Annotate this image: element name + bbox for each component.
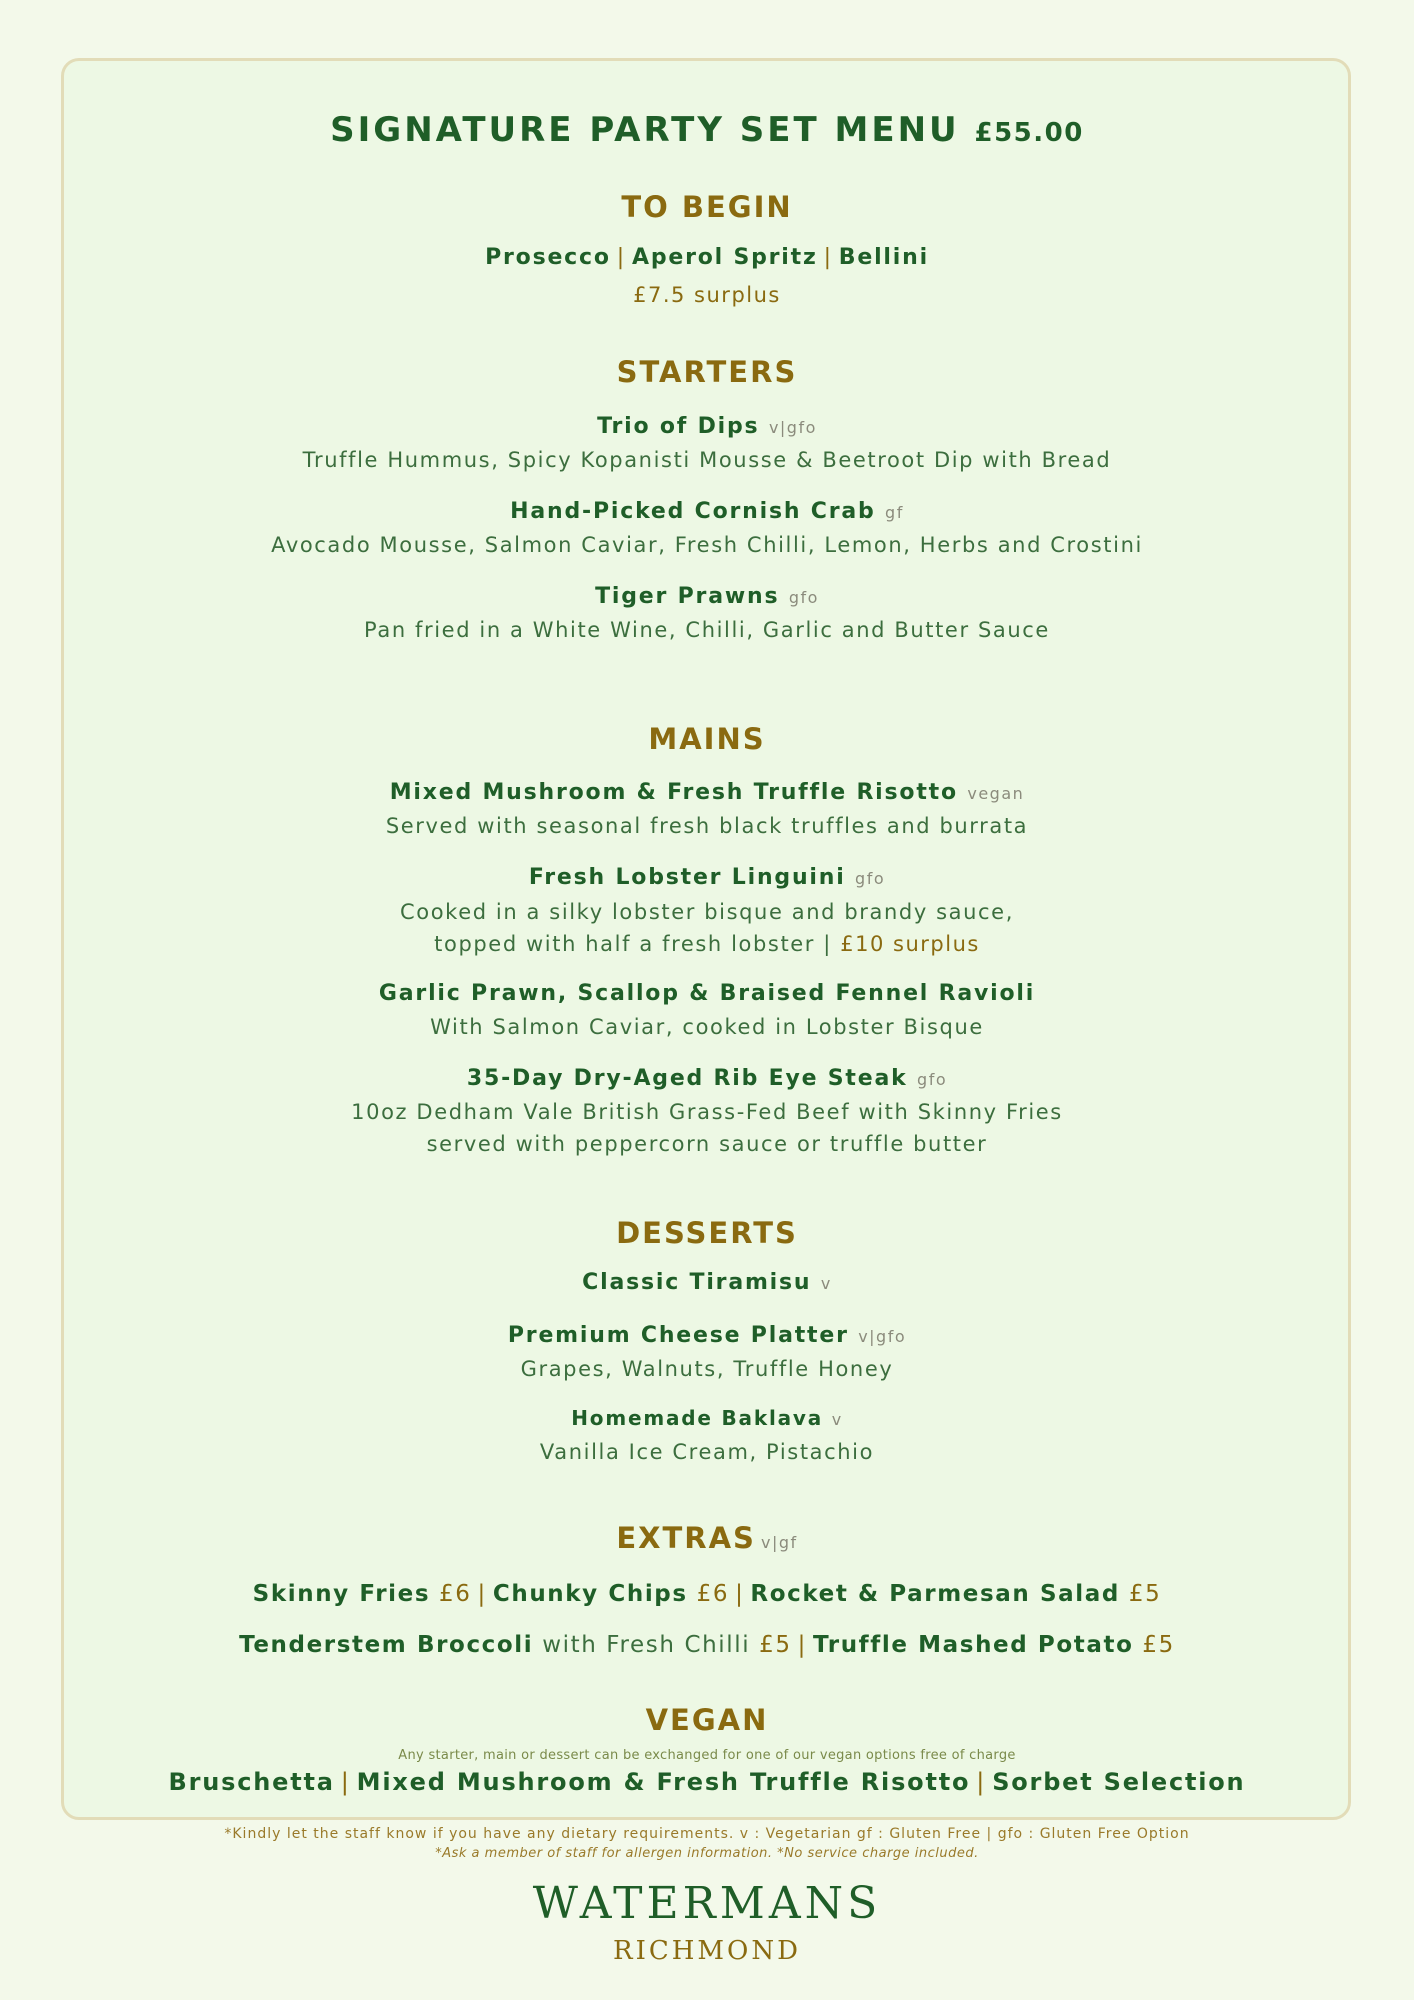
- brand-logo: WATERMANS: [532, 1878, 882, 1929]
- separator: |: [340, 1768, 351, 1796]
- vegan-note: Any starter, main or dessert can be exchanged for one of our vegan options free of charge: [398, 1748, 1016, 1763]
- menu-title: [0, 110, 1414, 150]
- drink-item: Prosecco: [485, 245, 611, 270]
- dietary-tag: v|gfo: [858, 1327, 907, 1346]
- drink-item: Bellini: [838, 245, 929, 270]
- separator: |: [616, 245, 626, 270]
- dietary-tag: gfo: [855, 869, 886, 888]
- menu-item-desc: 10oz Dedham Vale British Grass-Fed Beef with Skinny Fries: [351, 1100, 1063, 1124]
- vegan-option: Mixed Mushroom & Fresh Truffle Risotto: [356, 1768, 971, 1796]
- separator: |: [735, 1581, 745, 1607]
- separator: |: [823, 245, 833, 270]
- dietary-tag: v: [820, 1274, 832, 1293]
- separator: |: [797, 1632, 807, 1658]
- menu-item-name: [0, 1323, 1414, 1348]
- menu-item-name: [0, 584, 1414, 609]
- extra-name: Skinny Fries: [252, 1581, 431, 1607]
- extras-row-2: [0, 1632, 1414, 1658]
- dish-name: Garlic Prawn, Scallop & Braised Fennel Ravioli: [378, 981, 1036, 1006]
- extra-desc: with Fresh Chilli: [542, 1632, 751, 1658]
- dietary-footnote: *Kindly let the staff know if you have any dietary requirements. v : Vegetarian gf : Gluten Free | gfo : Gluten Free Option: [224, 1826, 1190, 1842]
- menu-item-desc-line2: [0, 932, 1414, 956]
- extra-price: £5: [1128, 1581, 1162, 1607]
- dietary-tag: gfo: [917, 1070, 948, 1089]
- menu-item-name: [0, 499, 1414, 524]
- mains-heading: MAINS: [648, 722, 766, 756]
- dish-name: Fresh Lobster Linguini: [528, 865, 846, 890]
- menu-item-name: [0, 780, 1414, 805]
- menu-item-name: [0, 414, 1414, 439]
- menu-item-name: [0, 1406, 1414, 1430]
- menu-item-name: [0, 1270, 1414, 1295]
- extra-name: Chunky Chips: [492, 1581, 688, 1607]
- menu-item-desc: With Salmon Caviar, cooked in Lobster Bisque: [430, 1015, 984, 1039]
- drinks-line: [0, 245, 1414, 270]
- extras-heading-line: [0, 1521, 1414, 1555]
- dietary-tag: v|gf: [761, 1533, 798, 1552]
- dish-name: 35-Day Dry-Aged Rib Eye Steak: [466, 1066, 908, 1091]
- dietary-tag: gf: [885, 503, 904, 522]
- menu-item-desc: Avocado Mousse, Salmon Caviar, Fresh Chilli, Lemon, Herbs and Crostini: [271, 533, 1143, 557]
- dietary-tag: v: [831, 1410, 843, 1429]
- dietary-tag: v|gfo: [768, 418, 817, 437]
- separator: |: [976, 1768, 987, 1796]
- dish-name: Tiger Prawns: [595, 584, 780, 609]
- desserts-heading: DESSERTS: [616, 1216, 798, 1250]
- menu-item-name: [0, 981, 1414, 1006]
- lobster-surplus: £10 surplus: [840, 932, 980, 956]
- separator: |: [477, 1581, 487, 1607]
- menu-item-desc: Cooked in a silky lobster bisque and brandy sauce,: [400, 900, 1014, 924]
- menu-item-name: [0, 865, 1414, 890]
- extra-price: £6: [439, 1581, 472, 1607]
- starters-heading: STARTERS: [616, 355, 798, 389]
- menu-item-desc: Truffle Hummus, Spicy Kopanisti Mousse & Beetroot Dip with Bread: [302, 448, 1112, 472]
- menu-item-desc: Grapes, Walnuts, Truffle Honey: [520, 1357, 894, 1381]
- drinks-surplus: £7.5 surplus: [633, 283, 781, 307]
- dish-name: Premium Cheese Platter: [507, 1323, 849, 1348]
- dish-name: Mixed Mushroom & Fresh Truffle Risotto: [389, 780, 958, 805]
- extras-heading: EXTRAS: [616, 1521, 756, 1555]
- dish-name: Homemade Baklava: [571, 1406, 824, 1430]
- extra-name: Rocket & Parmesan Salad: [750, 1581, 1120, 1607]
- extra-name: Truffle Mashed Potato: [813, 1632, 1134, 1658]
- to-begin-heading: TO BEGIN: [621, 190, 793, 224]
- desc-text: topped with half a fresh lobster |: [434, 932, 832, 956]
- brand-location: RICHMOND: [613, 1936, 801, 1966]
- menu-item-desc: Vanilla Ice Cream, Pistachio: [539, 1440, 875, 1464]
- drink-item: Aperol Spritz: [632, 245, 818, 270]
- vegan-option: Sorbet Selection: [992, 1768, 1246, 1796]
- dish-name: Classic Tiramisu: [582, 1270, 812, 1295]
- extra-price: £6: [696, 1581, 730, 1607]
- dish-name: Hand-Picked Cornish Crab: [510, 499, 876, 524]
- menu-item-desc-line2: served with peppercorn sauce or truffle butter: [426, 1132, 988, 1156]
- extra-price: £5: [759, 1632, 792, 1658]
- menu-item-name: [0, 1066, 1414, 1091]
- dietary-tag: vegan: [967, 784, 1025, 803]
- vegan-option: Bruschetta: [168, 1768, 335, 1796]
- allergen-footnote: *Ask a member of staff for allergen information. *No service charge included.: [435, 1846, 979, 1861]
- menu-price: £55.00: [974, 118, 1084, 148]
- vegan-heading: VEGAN: [645, 1703, 769, 1737]
- extra-price: £5: [1142, 1632, 1175, 1658]
- extras-row-1: [0, 1581, 1414, 1607]
- menu-item-desc: Pan fried in a White Wine, Chilli, Garlic and Butter Sauce: [364, 618, 1050, 642]
- vegan-options: [0, 1768, 1414, 1796]
- dietary-tag: gfo: [788, 588, 819, 607]
- menu-item-desc: Served with seasonal fresh black truffles and burrata: [385, 814, 1029, 838]
- menu-title-text: SIGNATURE PARTY SET MENU: [330, 110, 960, 150]
- extra-name: Tenderstem Broccoli: [239, 1632, 534, 1658]
- dish-name: Trio of Dips: [597, 414, 760, 439]
